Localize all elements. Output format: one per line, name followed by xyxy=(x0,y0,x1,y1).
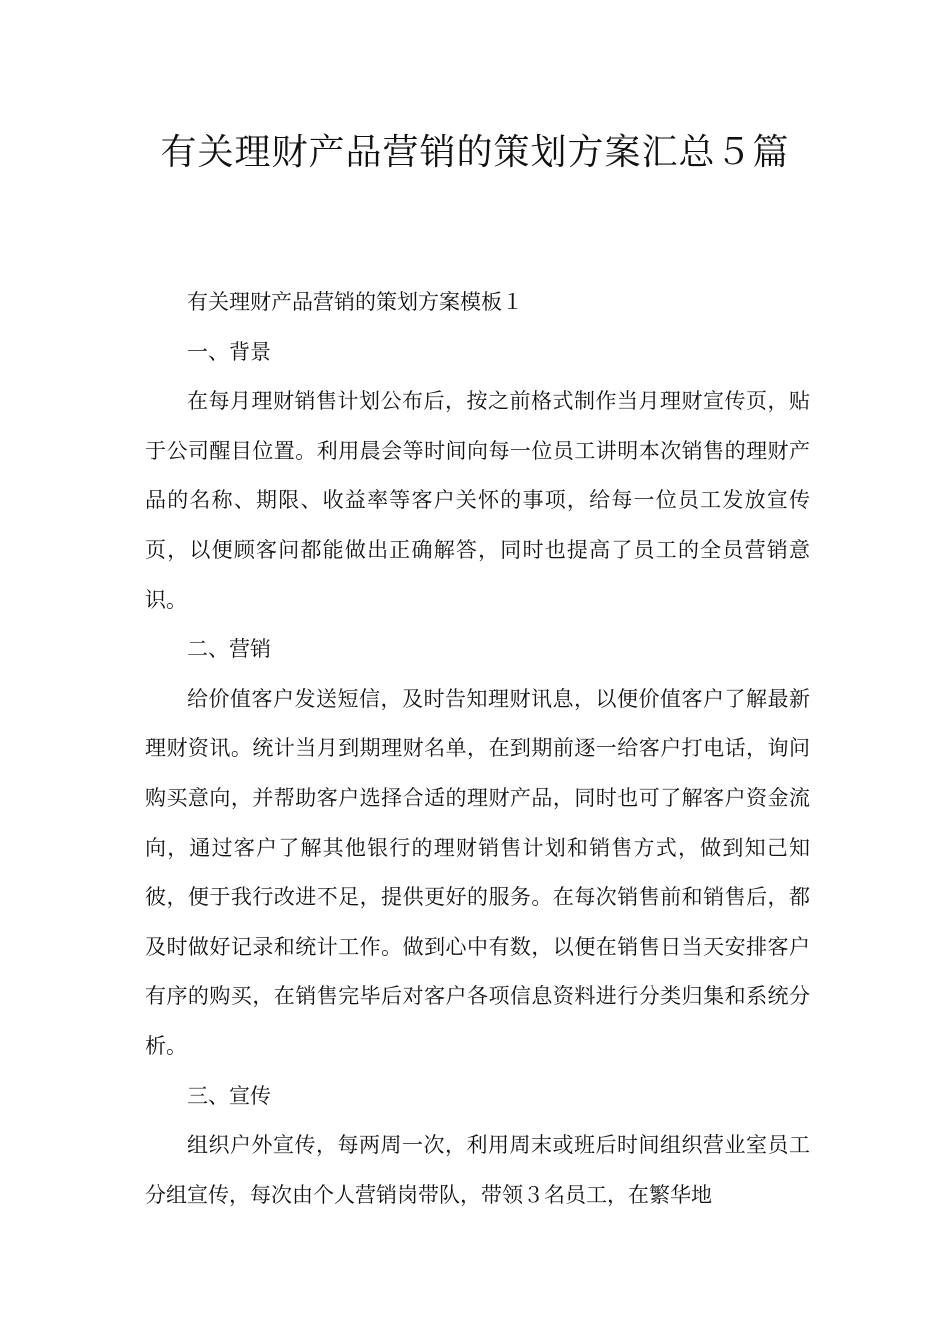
document-title: 有关理财产品营销的策划方案汇总５篇 xyxy=(160,132,790,173)
document-body xyxy=(145,278,810,1220)
paragraph-marketing: 给价值客户发送短信，及时告知理财讯息，以便价值客户了解最新理财资讯。统计当月到期理财名单，在到期前逐一给客户打电话，询问购买意向，并帮助客户选择合适的理财产品，同时也可了解客户资金流向，通过客户了解其他银行的理财销售计划和销售方式，做到知己知彼，便于我行改进不足，提供更好的服务。在每次销售前和销售后，都及时做好记录和统计工作。做到心中有数，以便在销售日当天安排客户有序的购买，在销售完毕后对客户各项信息资料进行分类归集和系统分析。 xyxy=(145,686,810,1058)
section-heading-background: 一、背景 xyxy=(187,339,271,364)
paragraph-promotion: 组织户外宣传，每两周一次，利用周末或班后时间组织营业室员工分组宣传，每次由个人营销岗带队，带领３名员工，在繁华地 xyxy=(145,1133,810,1207)
section-heading-marketing: 二、营销 xyxy=(187,637,271,662)
section-heading-promotion: 三、宣传 xyxy=(187,1083,271,1108)
template-heading: 有关理财产品营销的策划方案模板１ xyxy=(187,290,523,314)
paragraph-background: 在每月理财销售计划公布后，按之前格式制作当月理财宣传页，贴于公司醒目位置。利用晨会等时间向每一位员工讲明本次销售的理财产品的名称、期限、收益率等客户关怀的事项，给每一位员工发放宣传页，以便顾客问都能做出正确解答，同时也提高了员工的全员营销意识。 xyxy=(145,389,810,612)
